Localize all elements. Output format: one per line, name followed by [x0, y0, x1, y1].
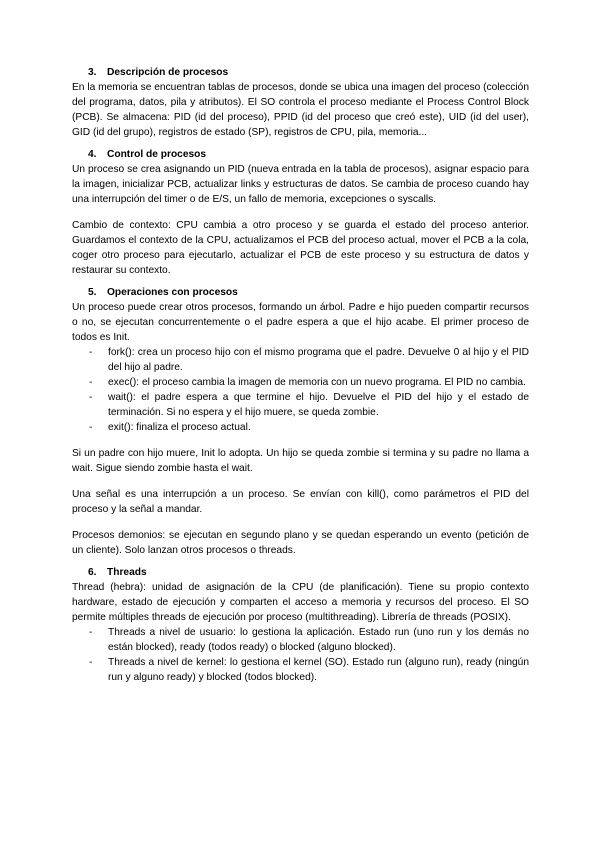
list-item [72, 345, 529, 375]
list-item [72, 655, 529, 685]
bullet-dash: - [89, 347, 93, 358]
paragraph: Un proceso puede crear otros procesos, formando un árbol. Padre e hijo pueden compartir recursos o no, se ejecutan concurrentemente o el padre espera a que el hijo acabe. El primer proceso de todos es Init. [72, 302, 529, 343]
section-descripcion-procesos [72, 66, 529, 140]
list-item-text: Threads a nivel de usuario: lo gestiona la aplicación. Estado run (uno run y los demás no están blocked), ready (todos ready) o blocked (alguno blocked). [108, 627, 529, 653]
paragraph: Cambio de contexto: CPU cambia a otro proceso y se guarda el estado del proceso anterior. Guardamos el contexto de la CPU, actualizamos el PCB del proceso actual, mover el PCB a la cola, coger otro proceso para ejecutarlo, actualizar el PCB de este proceso y su estructura de datos y restaurar su contexto. [72, 220, 529, 276]
paragraph: Un proceso se crea asignando un PID (nueva entrada en la tabla de procesos), asignar espacio para la imagen, inicializar PCB, actualizar links y estructuras de datos. Se cambia de proceso cuando hay una interrupción del timer o de E/S, un fallo de memoria, excepciones o syscalls. [72, 164, 529, 205]
section-number: 5. [88, 287, 97, 298]
section-operaciones-procesos [72, 286, 529, 558]
section-title: Descripción de procesos [107, 67, 229, 78]
section-number: 4. [88, 149, 97, 160]
paragraph: En la memoria se encuentran tablas de procesos, donde se ubica una imagen del proceso (colección del programa, datos, pila y atributos). El SO controla el proceso mediante el Process Control Block (PCB). Se almacena: PID (id del proceso), PPID (id del proceso que creó este), UID (id del user), GID (id del grupo), registros de estado (SP), registros de CPU, pila, memoria... [72, 82, 529, 138]
list-item-text: Threads a nivel de kernel: lo gestiona el kernel (SO). Estado run (alguno run), ready (ningún run y alguno ready) y blocked (todos blocked). [108, 657, 529, 683]
list-item [72, 420, 529, 435]
section-number: 6. [88, 567, 97, 578]
section-heading [72, 148, 529, 162]
list-item [72, 625, 529, 655]
section-heading [72, 286, 529, 300]
document-body [72, 66, 529, 685]
section-title: Threads [107, 567, 147, 578]
list-item-text: fork(): crea un proceso hijo con el mismo programa que el padre. Devuelve 0 al hijo y el PID del hijo al padre. [108, 347, 529, 373]
bullet-list [72, 345, 529, 435]
section-heading [72, 66, 529, 80]
list-item-text: exec(): el proceso cambia la imagen de memoria con un nuevo programa. El PID no cambia. [108, 377, 526, 388]
paragraph: Si un padre con hijo muere, Init lo adopta. Un hijo se queda zombie si termina y su padre no llama a wait. Sigue siendo zombie hasta el wait. [72, 448, 529, 474]
bullet-dash: - [89, 657, 93, 668]
section-control-procesos [72, 148, 529, 278]
paragraph: Una señal es una interrupción a un proceso. Se envían con kill(), como parámetros el PID del proceso y la señal a mandar. [72, 489, 529, 515]
bullet-dash: - [89, 392, 93, 403]
list-item-text: exit(): finaliza el proceso actual. [108, 422, 251, 433]
bullet-list [72, 625, 529, 685]
paragraph: Thread (hebra): unidad de asignación de la CPU (de planificación). Tiene su propio contexto hardware, estado de ejecución y comparten el acceso a memoria y recursos del proceso. El SO permite múltiples threads de ejecución por proceso (multithreading). Librería de threads (POSIX). [72, 582, 529, 623]
section-number: 3. [88, 67, 97, 78]
list-item [72, 390, 529, 420]
list-item [72, 375, 529, 390]
bullet-dash: - [89, 627, 93, 638]
bullet-dash: - [89, 422, 93, 433]
section-title: Control de procesos [107, 149, 207, 160]
section-heading [72, 566, 529, 580]
bullet-dash: - [89, 377, 93, 388]
section-title: Operaciones con procesos [107, 287, 238, 298]
list-item-text: wait(): el padre espera a que termine el hijo. Devuelve el PID del hijo y el estado de terminación. Si no espera y el hijo muere, se queda zombie. [108, 392, 529, 418]
paragraph: Procesos demonios: se ejecutan en segundo plano y se quedan esperando un evento (petición de un cliente). Solo lanzan otros procesos o threads. [72, 530, 529, 556]
section-threads [72, 566, 529, 685]
